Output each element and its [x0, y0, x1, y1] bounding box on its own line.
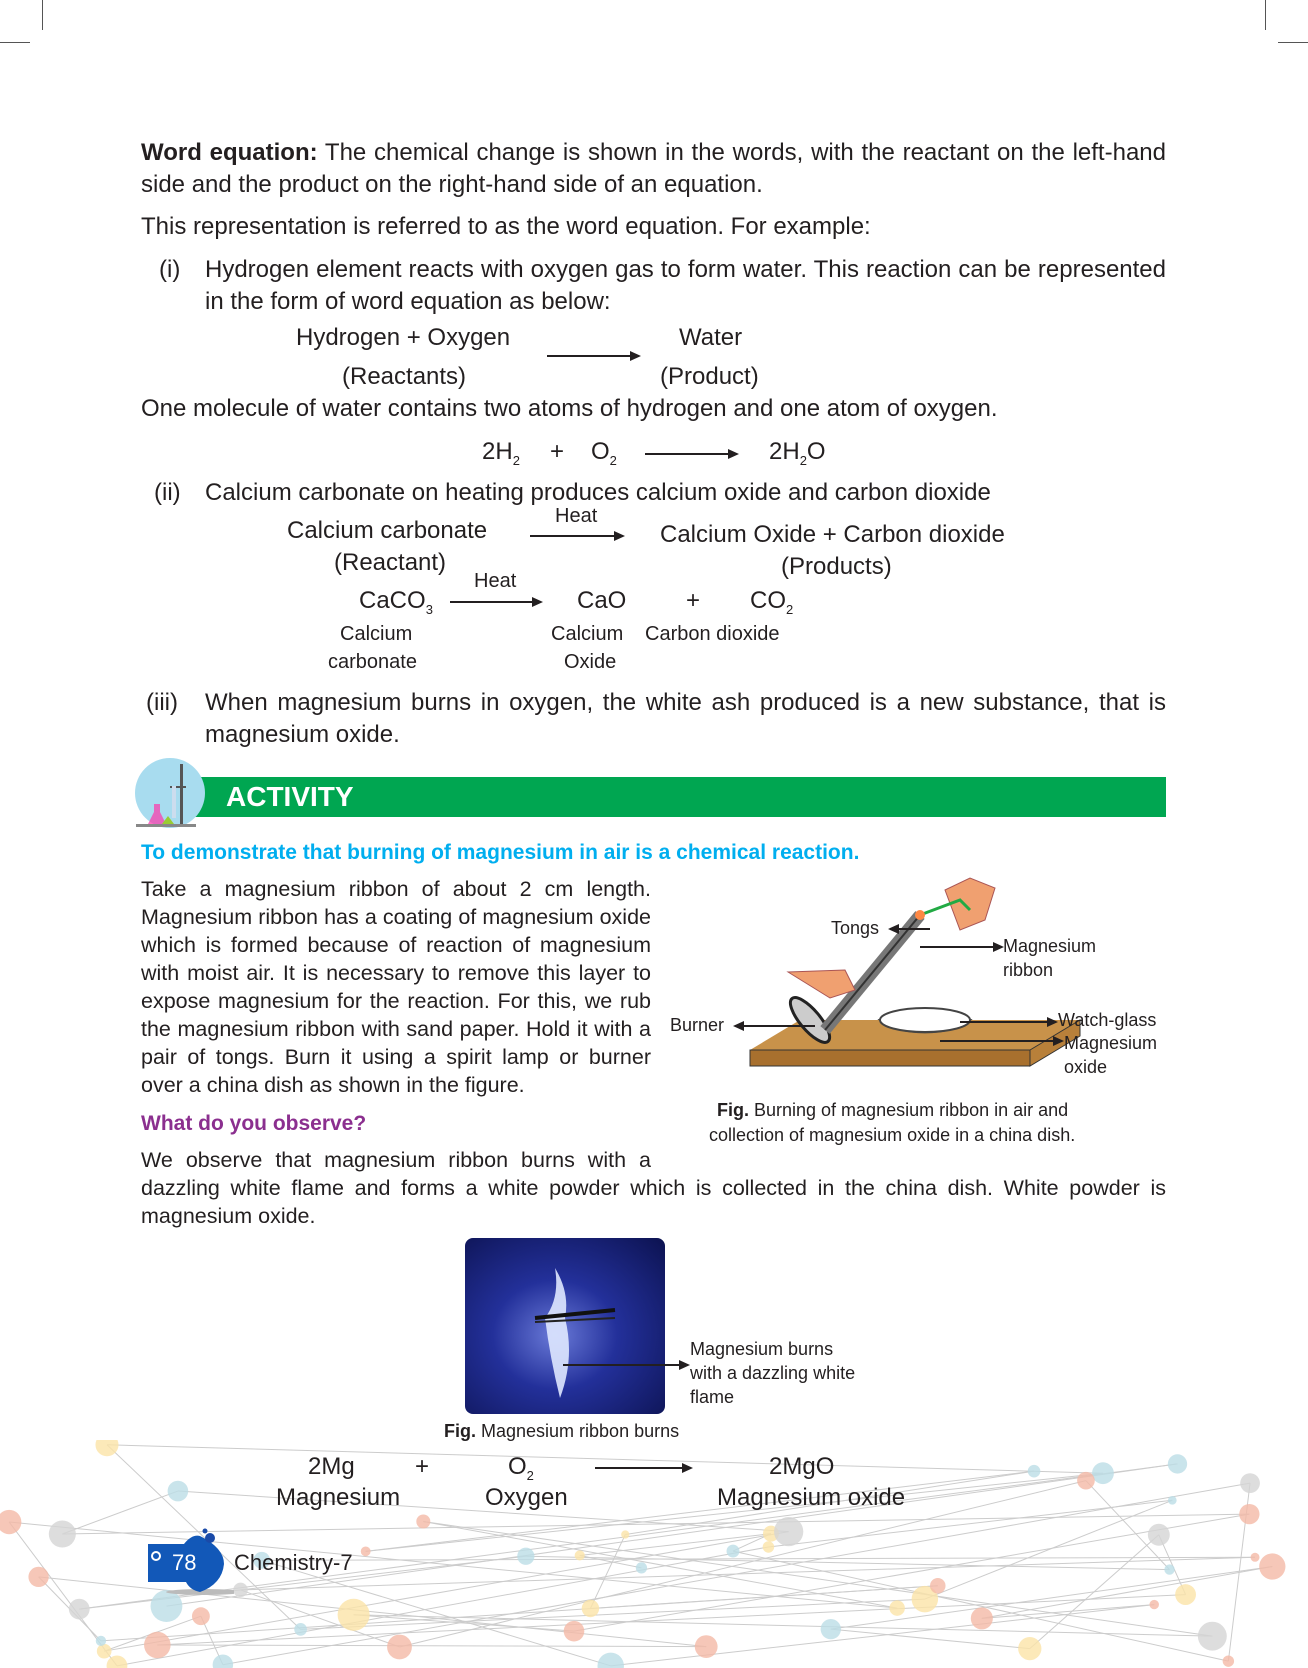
- molecule-atom: [416, 1514, 430, 1528]
- eq5-reactant1: 2Mg: [308, 1453, 355, 1480]
- molecule-bond: [611, 1605, 1154, 1666]
- reaction-arrow: [547, 355, 639, 357]
- tongs-label: Tongs: [831, 918, 880, 938]
- molecule-atom: [889, 1600, 904, 1615]
- label-arrow: [735, 1025, 815, 1027]
- molecule-bond: [925, 1500, 1172, 1599]
- molecule-bond: [262, 1560, 611, 1666]
- ribbon-label: Magnesium: [1003, 936, 1097, 956]
- molecule-atom: [192, 1607, 210, 1625]
- molecule-atom: [1077, 1472, 1095, 1490]
- molecule-atom: [1223, 1655, 1234, 1666]
- eq5-name: Magnesium oxide: [717, 1484, 906, 1511]
- label-arrow: [890, 928, 930, 930]
- molecule-atom: [582, 1600, 599, 1617]
- molecule-atom: [95, 1440, 118, 1456]
- eq3-reactant: Calcium carbonate: [287, 517, 488, 544]
- molecule-bond: [157, 1645, 706, 1647]
- eq1-product-label: (Product): [660, 363, 759, 390]
- ribbon-label: ribbon: [1003, 960, 1054, 980]
- molecule-atom: [387, 1635, 412, 1660]
- molecule-atom: [1259, 1553, 1285, 1579]
- molecule-bond: [354, 1615, 1213, 1636]
- crop-mark: [1278, 42, 1308, 43]
- eq2-r1: $2H_2$: [482, 438, 520, 468]
- molecule-atom: [233, 1583, 248, 1598]
- name-label: carbonate: [328, 651, 417, 673]
- flame-label: with a dazzling white: [690, 1363, 856, 1383]
- molecule-atom: [971, 1607, 993, 1629]
- eq4-product1: CaO: [577, 587, 627, 614]
- molecule-atom: [1018, 1637, 1041, 1660]
- label-arrow: [920, 946, 1002, 948]
- plus: +: [415, 1453, 430, 1480]
- molecule-atom: [213, 1654, 233, 1668]
- molecule-bond: [831, 1567, 1273, 1630]
- molecule-atom: [1149, 1600, 1158, 1609]
- crop-mark: [1265, 0, 1266, 30]
- reaction-arrow: [450, 601, 541, 603]
- molecule-bond: [831, 1629, 1030, 1648]
- molecule-atom: [1148, 1524, 1170, 1546]
- molecule-atom: [695, 1635, 718, 1658]
- molecule-atom: [361, 1546, 371, 1556]
- molecule-atom: [1240, 1473, 1260, 1493]
- magnesium-flame-photo: [465, 1238, 665, 1414]
- crop-mark: [0, 42, 30, 43]
- molecule-atom: [294, 1623, 307, 1636]
- plus: +: [550, 438, 565, 465]
- name-label: Calcium: [551, 623, 624, 645]
- molecule-atom: [930, 1578, 946, 1594]
- oxide-label: Magnesium: [1064, 1033, 1158, 1053]
- molecule-atom: [1168, 1454, 1187, 1473]
- molecule-bond: [574, 1514, 1249, 1631]
- molecule-atom: [517, 1548, 534, 1565]
- example-label: (i): [159, 256, 181, 283]
- molecule-atom: [1028, 1465, 1041, 1478]
- activity-aim: To demonstrate that burning of magnesium in air is a chemical reaction.: [141, 841, 860, 864]
- name-label: Carbon dioxide: [645, 623, 780, 645]
- flame-label: flame: [690, 1387, 735, 1407]
- plus: +: [686, 587, 701, 614]
- molecule-bond: [423, 1522, 897, 1609]
- crop-mark: [42, 0, 43, 30]
- lab-flask-icon: [134, 756, 208, 830]
- molecule-atom: [1239, 1504, 1259, 1524]
- molecule-atom: [0, 1510, 21, 1534]
- name-label: Oxide: [564, 651, 617, 673]
- term: Word equation:: [141, 139, 318, 166]
- figure1-caption: Fig. Burning of magnesium ribbon in air and: [717, 1100, 1069, 1120]
- eq5-reactant2: $O_2$: [508, 1453, 534, 1483]
- word-equation-definition: Word equation: The chemical change is shown in the words, with the reactant on the left-hand side and the product on the right-hand side of an equation.: [141, 139, 1166, 198]
- eq2-product: $2H_2O$: [769, 438, 826, 468]
- molecule-atom: [168, 1481, 189, 1502]
- molecule-atom: [1175, 1584, 1196, 1605]
- molecule-atom: [69, 1599, 90, 1620]
- molecule-atom: [338, 1599, 370, 1631]
- molecule-atom: [28, 1567, 48, 1587]
- observation-text: dazzling white flame and forms a white powder which is collected in the china dish. White powder is magnesium oxide.: [141, 1176, 1166, 1228]
- molecule-atom: [1092, 1462, 1114, 1484]
- word-equation-intro: This representation is referred to as the word equation. For example:: [141, 213, 871, 240]
- molecule-atom: [727, 1545, 740, 1558]
- label-arrow: [960, 1021, 1056, 1023]
- molecule-note: One molecule of water contains two atoms of hydrogen and one atom of oxygen.: [141, 395, 998, 422]
- molecule-bond: [39, 1577, 707, 1647]
- eq1-product: Water: [679, 324, 743, 351]
- molecule-atom: [636, 1562, 647, 1573]
- example-label: (iii): [146, 689, 178, 716]
- molecule-atom: [763, 1541, 775, 1553]
- example-text: Calcium carbonate on heating produces calcium oxide and carbon dioxide: [205, 479, 991, 506]
- eq4-product2: $CO_2$: [750, 587, 794, 617]
- molecule-atom: [774, 1517, 803, 1546]
- heat-label: Heat: [474, 570, 517, 592]
- example-text: When magnesium burns in oxygen, the white ash produced is a new substance, that is magnesium oxide.: [205, 689, 1166, 748]
- oxide-label: oxide: [1064, 1057, 1108, 1077]
- eq4-reactant: CaCO$_3$: [359, 587, 433, 617]
- molecule-atom: [621, 1530, 629, 1538]
- molecule-atom: [564, 1621, 585, 1642]
- reaction-arrow: [595, 1467, 691, 1469]
- eq2-r2: $O_2$: [591, 438, 617, 468]
- example-text: Hydrogen element reacts with oxygen gas to form water. This reaction can be represented in the form of word equation as below:: [205, 256, 1166, 315]
- eq3-products: Calcium Oxide + Carbon dioxide: [660, 521, 1005, 548]
- molecule-atom: [49, 1520, 76, 1547]
- molecule-atom: [1164, 1564, 1174, 1574]
- eq5-name: Oxygen: [485, 1484, 568, 1511]
- molecule-atom: [598, 1653, 624, 1668]
- flame-label: Magnesium burns: [690, 1339, 834, 1359]
- eq3-reactant-label: (Reactant): [334, 549, 447, 576]
- example-label: (ii): [154, 479, 181, 506]
- molecule-atom: [97, 1644, 112, 1659]
- activity-question: What do you observe?: [141, 1112, 367, 1135]
- molecule-bond: [982, 1567, 1273, 1619]
- molecule-atom: [96, 1636, 106, 1646]
- eq3-products-label: (Products): [781, 553, 892, 580]
- eq1-reactants-label: (Reactants): [342, 363, 467, 390]
- reaction-arrow: [530, 535, 623, 537]
- activity-title: ACTIVITY: [226, 781, 354, 812]
- eq5-product: 2MgO: [769, 1453, 835, 1480]
- label-arrow: [563, 1364, 688, 1366]
- book-title: Chemistry-7: [234, 1550, 353, 1575]
- molecule-atom: [107, 1655, 128, 1668]
- heat-label: Heat: [555, 505, 598, 527]
- molecule-bond: [62, 1514, 1249, 1534]
- page-number: 78: [172, 1550, 197, 1575]
- molecule-atom: [1251, 1553, 1260, 1562]
- molecule-atom: [144, 1632, 171, 1659]
- molecule-atom: [821, 1619, 841, 1639]
- watch-glass-label: Watch-glass: [1058, 1010, 1157, 1030]
- name-label: Calcium: [340, 623, 413, 645]
- burner-label: Burner: [670, 1015, 725, 1035]
- figure1-caption: collection of magnesium oxide in a china dish.: [709, 1125, 1076, 1145]
- label-arrow: [940, 1040, 1062, 1042]
- molecule-atom: [575, 1550, 585, 1560]
- figure2-caption: Fig. Magnesium ribbon burns: [444, 1421, 680, 1441]
- activity-procedure: Take a magnesium ribbon of about 2 cm length. Magnesium ribbon has a coating of magnesium oxide which is formed because of reaction of magnesium with moist air. It is necessary to remove this layer to expose magnesium for the reaction. For this, we rub the magnesium ribbon with sand paper. Hold it with a pair of tongs. Burn it using a spirit lamp or burner over a china dish as shown in the figure.: [141, 877, 651, 1097]
- reaction-arrow: [645, 453, 737, 455]
- eq5-name: Magnesium: [276, 1484, 401, 1511]
- molecule-bond: [423, 1522, 1212, 1637]
- molecule-atom: [1198, 1622, 1227, 1651]
- molecule-atom: [1168, 1496, 1177, 1505]
- eq1-reactants: Hydrogen + Oxygen: [296, 324, 511, 351]
- observation-text: We observe that magnesium ribbon burns with a: [141, 1148, 651, 1172]
